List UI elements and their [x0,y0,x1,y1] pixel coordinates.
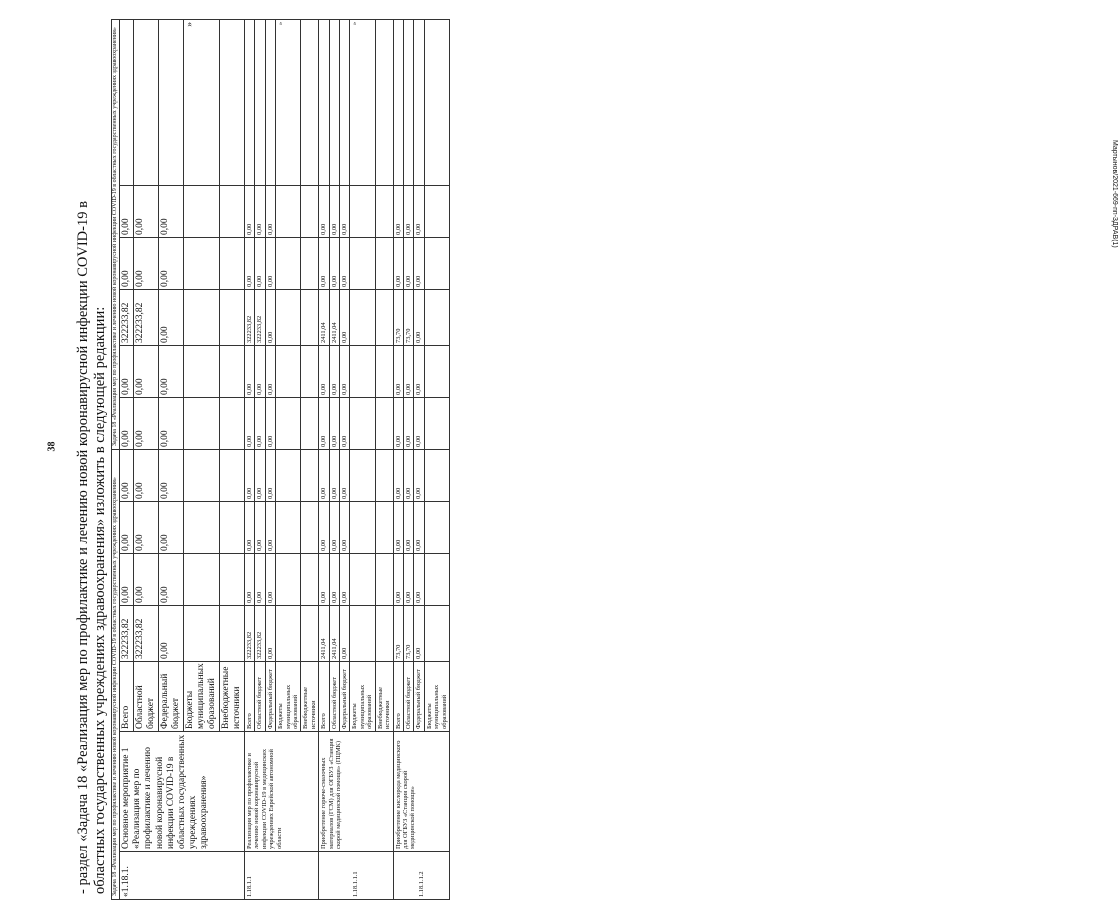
amount-cell [350,554,375,606]
funding-source: Всего [319,662,329,732]
document-footer: Мартынов/2021-669-пп-3ДРАВ(1) [1111,140,1118,248]
amount-cell: 0,00 [159,185,184,237]
funding-source: Внебюджетные источники [375,662,393,732]
amount-cell: 0,00 [329,449,339,501]
heading-line-1: - раздел «Задача 18 «Реализация мер по профилактике и лечению новой коронавирусной инфекции COVID-19 в [75,201,91,894]
amount-cell: 2411,04 [329,606,339,662]
amount-cell [276,345,301,397]
amount-cell: 0,00 [403,345,413,397]
amount-cell: 0,00 [245,345,255,397]
amount-cell: 0,00 [159,345,184,397]
amount-cell: 0,00 [120,397,134,449]
amount-cell: 0,00 [340,606,350,662]
amount-cell [276,289,301,345]
amount-cell: 0,00 [134,185,159,237]
section-heading [75,20,109,900]
amount-cell [184,502,220,554]
funding-source: Областной бюджет [329,662,339,732]
amount-cell: 0,00 [265,606,275,662]
amount-cell [424,237,449,289]
funding-source: Внебюджетные источники [220,662,245,732]
amount-cell: 0,00 [393,449,403,501]
funding-source: Всего [245,662,255,732]
amount-cell: 0,00 [393,397,403,449]
funding-source: Бюджеты муниципальных образований [350,662,375,732]
notes-cell: » [350,19,375,185]
amount-cell: 0,00 [265,345,275,397]
amount-cell: 0,00 [120,554,134,606]
amount-cell: 0,00 [159,289,184,345]
amount-cell [220,289,245,345]
amount-cell [301,502,319,554]
amount-cell [301,606,319,662]
amount-cell [350,185,375,237]
amount-cell [220,345,245,397]
amount-cell [276,449,301,501]
notes-cell [375,19,393,185]
notes-cell [393,19,403,185]
amount-cell [220,397,245,449]
amount-cell: 0,00 [255,502,265,554]
amount-cell: 0,00 [245,397,255,449]
rotated-page-content [75,20,595,900]
heading-line-2: областных государственных учреждениях здравоохранения» изложить в следующей редакции: [92,306,108,894]
amount-cell [375,502,393,554]
amount-cell: 322233,82 [255,606,265,662]
amount-cell: 0,00 [120,185,134,237]
notes-cell [220,19,245,185]
item-name: Приобретение горюче-смазочных материалов (ГСМ) для ОГБУЗ «Станция скорой медицинской помощи» (ПЦМК) [319,732,393,852]
funding-source: Бюджеты муниципальных образований [184,662,220,732]
amount-cell: 0,00 [319,185,329,237]
item-name: Приобретение кислорода медицинского для ОГБУЗ «Станция скорой медицинской помощи» [393,732,449,852]
amount-cell: 0,00 [255,449,265,501]
amount-cell: 322233,82 [255,289,265,345]
amount-cell: 322233,82 [120,289,134,345]
amount-cell [220,554,245,606]
amount-cell: 0,00 [120,237,134,289]
amount-cell: 0,00 [265,185,275,237]
amount-cell: 0,00 [134,502,159,554]
amount-cell [375,606,393,662]
amount-cell [375,345,393,397]
notes-cell: » [276,19,301,185]
amount-cell: 0,00 [319,397,329,449]
amount-cell: 0,00 [255,554,265,606]
funding-source: Бюджеты муниципальных образований [424,662,449,732]
notes-cell [265,19,275,185]
amount-cell: 0,00 [245,449,255,501]
amount-cell: 0,00 [134,554,159,606]
amount-cell: 0,00 [414,185,424,237]
funding-source: Областной бюджет [134,662,159,732]
amount-cell: 0,00 [403,237,413,289]
notes-cell [255,19,265,185]
amount-cell: 0,00 [393,237,403,289]
item-name: Основное мероприятие 1 «Реализация мер по профилактике и лечению новой коронавирусной инфекции COVID-19 в областных государственных учреждениях здравоохранения» [120,732,245,852]
amount-cell: 0,00 [159,606,184,662]
amount-cell: 0,00 [265,397,275,449]
funding-source: Внебюджетные источники [301,662,319,732]
amount-cell: 0,00 [265,554,275,606]
amount-cell [301,289,319,345]
item-code: 1.18.1.1.2 [393,852,449,900]
amount-cell: 2411,04 [319,606,329,662]
funding-source: Областной бюджет [255,662,265,732]
amount-cell: 0,00 [245,502,255,554]
amount-cell [220,502,245,554]
amount-cell: 0,00 [403,397,413,449]
amount-cell [350,289,375,345]
amount-cell: 0,00 [329,502,339,554]
page-number: 38 [46,441,58,452]
amount-cell: 0,00 [134,449,159,501]
amount-cell [276,397,301,449]
amount-cell [301,397,319,449]
notes-cell [424,19,449,185]
table-body [112,19,450,899]
amount-cell [220,449,245,501]
budget-table [111,19,450,900]
amount-cell: 0,00 [340,554,350,606]
funding-source: Областной бюджет [403,662,413,732]
amount-cell: 0,00 [329,185,339,237]
amount-cell [350,502,375,554]
amount-cell [350,449,375,501]
amount-cell [375,554,393,606]
amount-cell: 73,70 [403,289,413,345]
notes-cell [414,19,424,185]
amount-cell: 322233,82 [120,606,134,662]
amount-cell [424,289,449,345]
notes-cell [134,19,159,185]
amount-cell: 0,00 [414,449,424,501]
amount-cell: 0,00 [159,554,184,606]
amount-cell: 0,00 [319,237,329,289]
amount-cell: 2411,04 [329,289,339,345]
amount-cell: 0,00 [403,554,413,606]
amount-cell [424,345,449,397]
amount-cell: 0,00 [159,237,184,289]
funding-source: Всего [393,662,403,732]
amount-cell [301,554,319,606]
amount-cell [276,185,301,237]
notes-cell [329,19,339,185]
amount-cell [375,289,393,345]
amount-cell [184,606,220,662]
table-row [319,19,329,899]
amount-cell: 0,00 [159,397,184,449]
table-row [393,19,403,899]
amount-cell: 0,00 [414,289,424,345]
amount-cell: 0,00 [319,345,329,397]
item-code: 1.18.1.1.1 [319,852,393,900]
amount-cell [350,397,375,449]
item-code: 1.18.1.1 [245,852,319,900]
amount-cell: 0,00 [245,185,255,237]
item-name: Реализация мер по профилактике и лечению новой коронавирусной инфекции COVID-19 в медицинских учреждениях Еврейской автономной области [245,732,319,852]
amount-cell [184,345,220,397]
amount-cell [375,237,393,289]
funding-source: Федеральный бюджет [414,662,424,732]
amount-cell: 0,00 [414,237,424,289]
funding-source: Всего [120,662,134,732]
amount-cell: 0,00 [393,185,403,237]
table-row [120,19,134,899]
amount-cell: 0,00 [319,554,329,606]
amount-cell: 322233,82 [245,289,255,345]
amount-cell [184,554,220,606]
table-row [245,19,255,899]
amount-cell: 0,00 [134,345,159,397]
amount-cell: 0,00 [340,345,350,397]
item-code: «1.18.1. [120,852,245,900]
notes-cell [301,19,319,185]
amount-cell [184,397,220,449]
amount-cell [424,449,449,501]
amount-cell [424,185,449,237]
amount-cell: 0,00 [340,237,350,289]
amount-cell [424,554,449,606]
amount-cell [350,345,375,397]
amount-cell: 0,00 [134,237,159,289]
amount-cell: 0,00 [414,606,424,662]
amount-cell: 0,00 [329,237,339,289]
amount-cell: 0,00 [414,397,424,449]
amount-cell [350,606,375,662]
notes-cell [403,19,413,185]
amount-cell: 0,00 [255,237,265,289]
amount-cell: 0,00 [329,345,339,397]
amount-cell [220,606,245,662]
amount-cell [220,237,245,289]
amount-cell: 0,00 [340,185,350,237]
amount-cell [375,449,393,501]
amount-cell: 0,00 [414,554,424,606]
amount-cell: 0,00 [393,345,403,397]
amount-cell: 0,00 [134,397,159,449]
amount-cell: 0,00 [414,502,424,554]
amount-cell [424,606,449,662]
task-row [112,19,120,899]
amount-cell [220,185,245,237]
amount-cell [276,237,301,289]
amount-cell [375,397,393,449]
amount-cell: 0,00 [245,554,255,606]
amount-cell: 0,00 [319,449,329,501]
amount-cell: 0,00 [255,345,265,397]
amount-cell [184,237,220,289]
amount-cell [301,237,319,289]
amount-cell: 0,00 [265,237,275,289]
amount-cell: 0,00 [340,449,350,501]
amount-cell [276,502,301,554]
notes-cell [159,19,184,185]
amount-cell: 0,00 [265,502,275,554]
amount-cell [301,449,319,501]
amount-cell: 0,00 [255,185,265,237]
amount-cell: 0,00 [393,502,403,554]
amount-cell: 0,00 [255,397,265,449]
funding-source: Федеральный бюджет [340,662,350,732]
amount-cell: 0,00 [403,449,413,501]
amount-cell: 322233,82 [245,606,255,662]
notes-cell: » [184,19,220,185]
notes-cell [340,19,350,185]
amount-cell: 0,00 [120,502,134,554]
amount-cell: 322233,82 [134,606,159,662]
amount-cell [276,606,301,662]
funding-source: Бюджеты муниципальных образований [276,662,301,732]
amount-cell: 73,70 [403,606,413,662]
amount-cell: 0,00 [120,449,134,501]
amount-cell [184,289,220,345]
amount-cell [375,185,393,237]
amount-cell: 0,00 [319,502,329,554]
amount-cell: 0,00 [245,237,255,289]
amount-cell [301,185,319,237]
amount-cell [350,237,375,289]
notes-cell [245,19,255,185]
amount-cell [424,397,449,449]
amount-cell: 0,00 [403,502,413,554]
amount-cell: 0,00 [159,502,184,554]
amount-cell [424,502,449,554]
amount-cell: 0,00 [120,345,134,397]
notes-cell [120,19,134,185]
amount-cell: 0,00 [265,289,275,345]
amount-cell: 0,00 [393,554,403,606]
amount-cell: 322233,82 [134,289,159,345]
amount-cell: 0,00 [340,502,350,554]
amount-cell: 0,00 [329,397,339,449]
amount-cell: 0,00 [340,397,350,449]
amount-cell: 0,00 [159,449,184,501]
amount-cell: 0,00 [403,185,413,237]
funding-source: Федеральный бюджет [159,662,184,732]
amount-cell: 0,00 [265,449,275,501]
task-cell-right: Задача 18 «Реализация мер по профилактике и лечению новой коронавирусной инфекции COVID-19 в областных государственных учреждениях здравоохранения» [112,19,120,449]
amount-cell: 73,70 [393,289,403,345]
amount-cell [184,185,220,237]
funding-source: Федеральный бюджет [265,662,275,732]
amount-cell: 0,00 [340,289,350,345]
amount-cell: 0,00 [414,345,424,397]
amount-cell [184,449,220,501]
amount-cell: 0,00 [329,554,339,606]
task-cell-left: Задача 18 «Реализация мер по профилактике и лечению новой коронавирусной инфекции COVID-19 в областных государственных учреждениях здравоохранения» [112,449,120,899]
amount-cell [301,345,319,397]
notes-cell [319,19,329,185]
amount-cell [276,554,301,606]
amount-cell: 2411,04 [319,289,329,345]
amount-cell: 73,70 [393,606,403,662]
